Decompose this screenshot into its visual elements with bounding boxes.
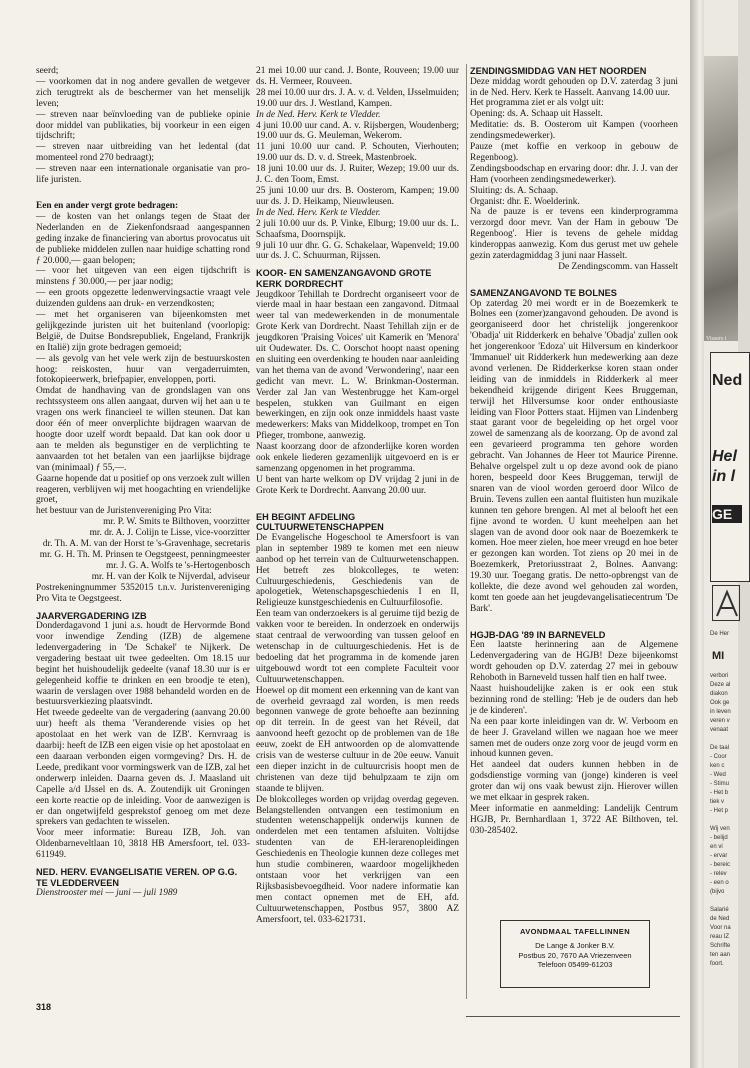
paragraph: Voor meer informatie: Bureau IZB, Joh. van Oldenbarneveltlaan 10, 3818 HB Amersfoort, tel. 033-611949.: [36, 828, 250, 861]
paragraph: — voorkomen dat in nog andere gevallen de wetgever zich terugtrekt als de beschermer van het menselijk leven;: [36, 76, 250, 109]
paragraph: Hoewel op dit moment een erkenning van de kant van de overheid gevraagd zal worden, is men reeds begonnen vanwege de grote behoefte aan bezinning op dit terrein. In de geest van het Réveil, dat aanvoond heeft gezocht op de problemen van de 18e eeuw, zoekt de EH antwoorden op de alomvattende crisis van de westerse cultuur in de 20e eeuw. Vanuit een dieper inzicht in de cultuurcrisis hoopt men de christenen van deze tijd behulpzaam te zijn om staande te blijven.: [256, 685, 459, 794]
ad-word: GE: [712, 506, 733, 522]
paragraph: Meditatie: ds. B. Oosterom uit Kampen (voorheen zendingsmedewerker).: [470, 120, 678, 142]
paragraph: De Evangelische Hogeschool te Amersfoort is van plan in september 1989 te komen met een nieuw aanbod op het terrein van de Cultuurwetenschappen. Het betreft zes blokcolleges, te weten: Cultuurgeschiedenis, Geschiedenis van de apologetiek, Wetenschapsgeschiedenis I en II, Religieuze kunstgeschiedenis en Cultuurfilosofie.: [256, 532, 459, 609]
fragment-line: - bereic: [710, 862, 731, 868]
article-heading: SAMENZANGAVOND TE BOLNES: [470, 287, 617, 298]
fragment-line: in leven: [710, 709, 731, 715]
photo-caption: Vissers i: [706, 336, 727, 342]
fragment-line: diakon: [710, 691, 728, 697]
fragment-line: Wij ven: [710, 826, 730, 832]
fragment-line: - relev: [710, 871, 727, 877]
column-right: [470, 66, 678, 996]
ad-line: Postbus 20, 7670 AA Vriezenveen: [518, 950, 632, 960]
paragraph: seerd;: [36, 66, 59, 76]
fragment-line: ken c: [710, 763, 725, 769]
paragraph: 11 juni 10.00 uur cand. P. Schouten, Vierhouten; 19.00 uur ds. D. v. d. Streek, Mastenbroek.: [256, 142, 459, 164]
fragment-line: - Het b: [710, 790, 729, 796]
paragraph: het bestuur van de Juristenvereniging Pro Vita:: [36, 506, 212, 517]
logo-icon: [712, 585, 740, 621]
paragraph: — de kosten van het onlangs tegen de Staat der Nederlanden en de Ziekenfondsraad aangespannen geding inzake de financiering van abortus provocatus uit de publieke middelen zullen naar huidige schatting rond ƒ 20.000,— gaan belopen;: [36, 211, 250, 266]
fragment-line: - Coor: [710, 754, 727, 760]
fragment-line: Salarié: [710, 907, 729, 913]
paragraph: Naast huishoudelijke zaken is er ook een stuk bezinning rond de stelling: 'Heb je de ouders dan heb je de kinderen'.: [470, 684, 678, 716]
paragraph: Organist: dhr. E. Woelderink.: [470, 196, 580, 207]
signatory: mr. H. van der Kolk te Nijverdal, adviseur: [91, 571, 250, 582]
paragraph: In de Ned. Herv. Kerk te Vledder.: [256, 207, 381, 218]
paragraph: — een groots opgezette ledenwervingsactie vraagt vele duizenden guldens aan druk- en verzendkosten;: [36, 288, 250, 310]
paragraph: De blokcolleges worden op vrijdag overdag gegeven. Belangstellenden ontvangen een testimonium en studenten wetenschappelijk onderwijs kunnen de onderdelen met een tentamen afsluiten. Voltijdse studenten van de EH-lerarenopleidingen Geschiedenis en Theologie kunnen deze colleges met hun studie combineren, waardoor mogelijkheden ontstaan voor het verkrijgen van een Rijksbasisbevoegdheid. Voor nadere informatie kan men contact opnemen met de EH, afd. Cultuurwetenschappen, Postbus 957, 3800 AZ Amersfoort, tel. 033-621731.: [256, 794, 459, 925]
fragment-line: - Stimu: [710, 781, 730, 787]
paragraph: Na een paar korte inleidingen van dr. W. Verboom en de heer J. Graveland willen we nagaan hoe we meer samen met de ouders onze zorg voor de jeugd vorm en inhoud kunnen geven.: [470, 716, 678, 760]
fragment-line: De taal: [710, 745, 730, 751]
paragraph: Opening: ds. A. Schaap uit Hasselt.: [470, 109, 603, 120]
paragraph: — voor het uitgeven van een eigen tijdschrift is minstens ƒ 30.000,— per jaar nodig;: [36, 266, 250, 288]
paragraph: Het programma ziet er als volgt uit:: [470, 98, 604, 109]
fragment-line: Ook ge: [710, 700, 730, 706]
fragment-line: en vi: [710, 844, 723, 850]
ad-word: in l: [712, 468, 736, 485]
fragment-line: - ervar: [710, 853, 728, 859]
bottom-rule: [466, 1016, 680, 1017]
paragraph: 25 juni 10.00 uur drs. B. Oosterom, Kampen; 19.00 uur ds. J. D. Heikamp, Nieuwleusen.: [256, 185, 459, 207]
paragraph: Een laatste herinnering aan de Algemene Ledenvergadering van de HGJB! Deze bijeenkomst wordt gehouden op D.V. zaterdag 27 mei in gebouw Rehoboth in Barneveld tussen half tien en half twee.: [470, 640, 678, 684]
paragraph: Meer informatie en aanmelding: Landelijk Centrum HGJB, Pr. Bernhardlaan 1, 3722 AE Bilthoven, tel. 030-285402.: [470, 803, 678, 836]
paragraph: In de Ned. Herv. Kerk te Vledder.: [256, 109, 381, 120]
column-middle: [256, 66, 459, 925]
page-number: 318: [36, 1002, 52, 1012]
signatory: dr. Th. A. M. van der Horst te 's-Gravenhage, secretaris: [42, 539, 250, 550]
signatory: mr. J. G. A. Wolfs te 's-Hertogenbosch: [106, 560, 250, 571]
column-left: [36, 66, 250, 1001]
signatory: mr. dr. A. J. Colijn te Lisse, vice-voorzitter: [89, 528, 250, 539]
paragraph: 18 juni 10.00 uur ds. J. Ruiter, Wezep; 19.00 uur ds. J. C. den Toom, Emst.: [256, 164, 459, 186]
column-divider: [466, 64, 467, 999]
ad-word: Hel: [712, 448, 737, 465]
article-heading: NED. HERV. EVANGELISATIE VEREN. OP G.G. TE VLEDDERVEEN: [36, 867, 238, 888]
fragment-line: foort.: [710, 961, 724, 967]
ad-word: MI: [712, 650, 725, 662]
article-heading: KOOR- EN SAMENZANGAVOND GROTE KERK DORDRECHT: [256, 268, 432, 289]
paragraph: Sluiting: ds. A. Schaap.: [470, 185, 559, 196]
ad-small-text: De Her: [710, 631, 730, 637]
signatory: mr. G. H. Th. M. Prinsen te Oegstgeest, penningmeester: [39, 549, 250, 560]
signatory: mr. P. W. Smits te Bilthoven, voorzitter: [103, 517, 250, 528]
paragraph: Donderdagavond 1 juni a.s. houdt de Hervormde Bond voor inwendige Zending (IZB) de algemene ledenvergadering in 'De Schakel' te Nijkerk. De vergadering bestaat uit twee gedeelten. Om 18.15 uur begint het huishoudelijk gedeelte (vanaf 18.30 uur is er gelegenheid koffie te drinken en een broodje te eten), waarin de verslagen over 1988 behandeld worden en de bestuursverkiezing plaatsvindt.: [36, 621, 250, 708]
paragraph: Deze middag wordt gehouden op D.V. zaterdag 3 juni in de Ned. Herv. Kerk te Hasselt. Aanvang 14.00 uur.: [470, 76, 678, 98]
paragraph: Het tweede gedeelte van de vergadering (aanvang 20.00 uur) heeft als thema 'Veranderende visies op het apostolaat en het werk van de IZB'. Kernvraag is daarbij: heeft de IZB een eigen visie op het apostolaat en een daaraan verbonden eigen vormgeving? Drs. H. de Leede, predikant voor vormingswerk van de IZB, zal het onderwerp inleiden. Daarna geven ds. J. Maasland uit Capelle a/d IJssel en ds. A. Zoutendijk uit Groningen een korte reactie op de inleiding. Voor de aanwezigen is er dan ongetwijfeld gesprekstof genoeg om met deze sprekers van gedachten te wisselen.: [36, 708, 250, 828]
paragraph: — streven naar uitbreiding van het ledental (dat momenteel rond 270 bedraagt);: [36, 142, 250, 164]
fragment-line: verbori: [710, 673, 729, 679]
paragraph: Omdat de handhaving van de grondslagen van ons rechtssysteem ons allen aangaat, durven wij het aan u te vragen ons werk financieel te willen steunen. Dat kan door één of meer onverplichte bijdragen waarvan de hoogte door uzelf wordt bepaald. Dat kan ook door u aan te melden als begunstiger en de verplichting te aanvaarden tot het betalen van een jaarlijkse bijdrage van (minimaal) ƒ 55,—.: [36, 386, 250, 473]
paragraph: Postrekeningnummer 5352015 t.n.v. Juristenvereniging Pro Vita te Oegstgeest.: [36, 582, 250, 604]
fragment-line: tiek v: [710, 799, 725, 805]
ad-title: AVONDMAAL TAFELLINNEN: [519, 927, 631, 936]
adjacent-page: [704, 0, 743, 1068]
paragraph: Na de pauze is er tevens een kinderprogramma verzorgd door mevr. Van der Ham in gebouw 'De Regenboog'. Hier is tevens de gehele middag kinderoppas aanwezig. Kom dus gerust met uw gehele gezin zaterdagmiddag 3 juni naar Hasselt.: [470, 207, 678, 262]
paragraph: 9 juli 10 uur dhr. G. G. Schakelaar, Wapenveld; 19.00 uur ds. J. C. Schuurman, Rijssen.: [256, 240, 459, 262]
paragraph: — streven naar een internationale organisatie van pro-life juristen.: [36, 164, 250, 186]
paragraph: Gaarne hopende dat u positief op ons verzoek zult willen reageren, verblijven wij met hoogachting en vriendelijke groet,: [36, 473, 250, 506]
paragraph: U bent van harte welkom op DV vrijdag 2 juni in de Grote Kerk te Dordrecht. Aanvang 20.00 uur.: [256, 474, 459, 496]
subheading: Een en ander vergt grote bedragen:: [36, 200, 179, 211]
fragment-line: reau IZ: [710, 934, 730, 940]
fragment-line: de Ned: [710, 916, 730, 922]
article-heading: EH BEGINT AFDELING CULTUURWETENSCHAPPEN: [256, 511, 384, 533]
paragraph: Zendingsboodschap en ervaring door: dhr. J. J. van der Ham (voorheen zendingsmedewerker).: [470, 163, 678, 185]
ad-line: De Lange & Jonker B.V.: [535, 941, 615, 950]
paragraph: 21 mei 10.00 uur cand. J. Bonte, Rouveen; 19.00 uur ds. H. Vermeer, Rouveen.: [256, 66, 459, 87]
fragment-line: - een o: [710, 880, 729, 886]
ad-word: Ned: [712, 372, 743, 389]
paragraph: 2 juli 10.00 uur ds. P. Vinke, Elburg; 19.00 uur ds. L. Schaafsma, Doornspijk.: [256, 218, 459, 240]
fragment-line: Voor na: [710, 925, 731, 931]
fragment-line: Deze al: [710, 682, 731, 688]
article-heading: JAARVERGADERING IZB: [36, 610, 147, 621]
fragment-line: ten aan: [710, 952, 731, 958]
paragraph: Jeugdkoor Tehillah te Dordrecht organiseert voor de vierde maal in haar bestaan een zangavond. Ditmaal weer tal van medewerkenden in de monumentale Grote Kerk van Dordrecht. Naast Tehillah zijn er de jeugdkoren 'Praising Voices' uit Kamerik en 'Menora' uit Oudewater. Ds. C. Oorschot hoopt naast opening en sluiting een overdenking te houden naar aanleiding van het thema van de avond 'Verwondering', naar een gedicht van mevr. L. W. Brinkman-Oosterman. Verder zal Jan van Westenbrugge het Kam-orgel bespelen, stukken van Guilmant en eigen bewerkingen, en zijn ook onze inmiddels haast vaste medewerkers: Maks van Middelkoop, trompet en Ton Pfieger, trombone, aanwezig.: [256, 289, 459, 442]
paragraph: — streven naar beïnvloeding van de publieke opinie door middel van publikaties, bij voorkeur in een eigen tijdschrift;: [36, 109, 250, 142]
paragraph: — met het organiseren van bijeenkomsten met gelijkgezinde juristen uit het buitenland (voorlopig: België, de Duitse Bondsrepubliek, Engeland, Frankrijk en Italië) zijn grote bedragen gemoeid;: [36, 310, 250, 353]
paragraph: — als gevolg van het vele werk zijn de bestuurskosten hoog: reiskosten, huur van vergaderruimten, fotokopieerwerk, briefpapier, enveloppen, porti.: [36, 353, 250, 386]
fragment-line: venaat: [710, 727, 729, 733]
fragment-line: - Wed: [710, 772, 726, 778]
paragraph: Pauze (met koffie en verkoop in gebouw de Regenboog).: [470, 142, 678, 163]
fragment-line: veren v: [710, 718, 730, 724]
photo: [704, 56, 738, 341]
paragraph: Het aandeel dat ouders kunnen hebben in de godsdienstige vorming van (jonge) kinderen is veel groter dan wij ons vaak bewust zijn. Hierover willen we met elkaar in gesprek raken.: [470, 760, 678, 804]
ad-line: Telefoon 05499-61203: [537, 960, 613, 969]
advertisement-box: [500, 920, 650, 988]
paragraph: Naast koorzang door de afzonderlijke koren worden ook enkele liederen gezamenlijk uitgevoerd en is er samenzang opgenomen in het programma.: [256, 442, 459, 474]
paragraph: 4 juni 10.00 uur cand. A. v. Rijsbergen, Woudenberg; 19.00 uur ds. G. Meuleman, Wekerom.: [256, 120, 459, 142]
subtitle: Dienstrooster mei — juni — juli 1989: [36, 888, 178, 899]
fragment-line: Schrifte: [710, 943, 731, 949]
fragment-line: - Het p: [710, 808, 729, 814]
paragraph: Een team van onderzoekers is al geruime tijd bezig de vakken voor te bereiden. In onderzoek en onderwijs staat centraal de verwoording van tussen geloof en wetenschap in de cultuurgeschiedenis. Het is de bedoeling dat het programma in de komende jaren uitgebouwd wordt tot een complete Faculteit voor Cultuurwetenschappen.: [256, 609, 459, 685]
article-heading: ZENDINGSMIDDAG VAN HET NOORDEN: [470, 66, 647, 76]
paragraph: Op zaterdag 20 mei wordt er in de Boezemkerk te Bolnes een (zomer)zangavond gehouden. De avond is georganiseerd door het christelijk jongerenkoor 'Obadja' uit Ridderkerk en behalve 'Obadja' zullen ook het jongerenkoor 'Edoza' uit Hilversum en kinderkoor 'Immanuel' uit Ridderkerk hun medewerking aan deze avond verlenen. De Ridderkerkse koren staan onder leiding van de inmiddels in Ridderkerk al meer bekendheid krijgende dirigent Kees Bruggeman, terwijl het Hilversumse koor onder enthousiaste leiding van Floor Potters staat. Hijmen van Lindenberg staat garant voor de begeleiding op het orgel voor zowel de samenzang als de koorzang. Op de avond zal een gevarieerd programma ten gehore worden gebracht. Van Johannes de Heer tot Maurice Pirenne. Behalve orgelspel zult u op deze avond ook de piano horen, bespeeld door Kees Bruggeman, terwijl de snaren van de viool worden geroerd door Wilco de Bruin. Tevens zullen een aantal fluitisten hun muzikale kunnen ten gehore brengen. Al met al belooft het een fijne avond te worden. U kunt meehelpen aan het slagen van de avond door ook naar de Boezemkerk te komen. Hoe meer zielen, hoe meer vreugd en hoe beter er gezongen kan worden. Tot ziens op 20 mei in de Boezemkerk, Pretoriusstraat 2, Bolnes. Aanvang: 19.30 uur. Toegang gratis. De netto-opbrengst van de kollekte, die deze avond wel gehouden zal worden, komt ten goede aan het jeugdevangelisatiecentrum 'De Bark'.: [470, 298, 678, 614]
fragment-line: (bijvo: [710, 889, 725, 895]
article-heading: HGJB-DAG '89 IN BARNEVELD: [470, 629, 606, 640]
paragraph: 28 mei 10.00 uur drs. J. A. v. d. Velden, IJsselmuiden; 19.00 uur drs. J. Westland, Kampen.: [256, 87, 459, 109]
book-gutter: [690, 0, 704, 1068]
fragment-line: - belijd: [710, 835, 728, 841]
signature: De Zendingscomm. van Hasselt: [558, 262, 678, 272]
